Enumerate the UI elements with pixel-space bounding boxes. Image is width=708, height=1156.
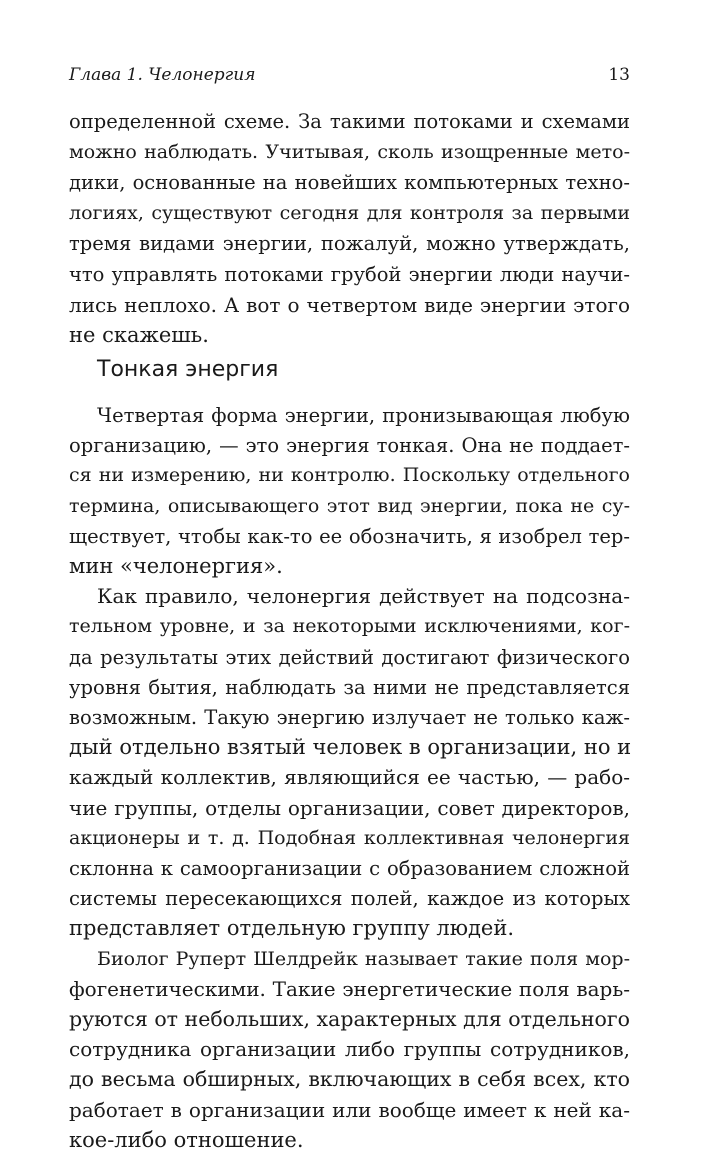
text-line: ществует, чтобы как-то ее обозначить, я изобрел тер- xyxy=(69,524,630,548)
text-line: организацию, — это энергия тонкая. Она не поддает- xyxy=(69,434,630,458)
text-line: дики, основанные на новейших компьютерных техно- xyxy=(69,171,630,195)
text-line: тельном уровне, и за некоторыми исключениями, ког- xyxy=(69,615,630,638)
text-line: мин «челонергия». xyxy=(69,554,283,578)
text-line: Четвертая форма энергии, пронизывающая любую xyxy=(97,404,630,427)
section-heading: Тонкая энергия xyxy=(97,357,279,382)
text-line: системы пересекающихся полей, каждое из которых xyxy=(69,887,630,911)
text-line: каждый коллектив, являющийся ее частью, — рабо- xyxy=(69,765,630,790)
text-line: лись неплохо. А вот о четвертом виде энергии этого xyxy=(69,292,630,317)
text-line: тремя видами энергии, пожалуй, можно утверждать, xyxy=(69,232,630,256)
text-line: термина, описывающего этот вид энергии, пока не су- xyxy=(69,494,630,517)
text-line: логиях, существуют сегодня для контроля за первыми xyxy=(69,201,630,224)
text-line: до весьма обширных, включающих в себя всех, кто xyxy=(69,1067,630,1092)
page-number: 13 xyxy=(608,65,630,85)
text-line: можно наблюдать. Учитывая, сколь изощренные мето- xyxy=(69,140,630,163)
text-line: ся ни измерению, ни контролю. Поскольку отдельного xyxy=(69,464,630,487)
text-line: возможным. Такую энергию излучает не только каж- xyxy=(69,706,630,729)
text-line: фогенетическими. Такие энергетические поля варь- xyxy=(69,976,630,1001)
text-line: определенной схеме. За такими потоками и схемами xyxy=(69,110,630,133)
text-line: чие группы, отделы организации, совет директоров, xyxy=(69,795,630,820)
chapter-title: Глава 1. Челонергия xyxy=(69,65,256,85)
text-line: не скажешь. xyxy=(69,323,209,348)
text-line: кое-либо отношение. xyxy=(69,1127,304,1152)
text-line: дый отдельно взятый человек в организации, но и xyxy=(69,735,632,760)
text-line: руются от небольших, характерных для отдельного xyxy=(69,1007,630,1031)
text-line: представляет отдельную группу людей. xyxy=(69,916,515,941)
text-line: акционеры и т. д. Подобная коллективная челонергия xyxy=(69,826,630,849)
text-line: да результаты этих действий достигают физического xyxy=(69,645,630,669)
text-line: Как правило, челонергия действует на подсозна- xyxy=(97,584,630,609)
text-line: что управлять потоками грубой энергии люди научи- xyxy=(69,263,630,286)
text-line: уровня бытия, наблюдать за ними не представляется xyxy=(69,675,630,699)
running-head xyxy=(69,62,630,88)
text-line: Биолог Руперт Шелдрейк называет такие поля мор- xyxy=(97,947,630,970)
text-line: сотрудника организации либо группы сотрудников, xyxy=(69,1037,630,1062)
text-line: склонна к самоорганизации с образованием сложной xyxy=(69,857,630,880)
text-line: работает в организации или вообще имеет к ней ка- xyxy=(69,1097,630,1122)
